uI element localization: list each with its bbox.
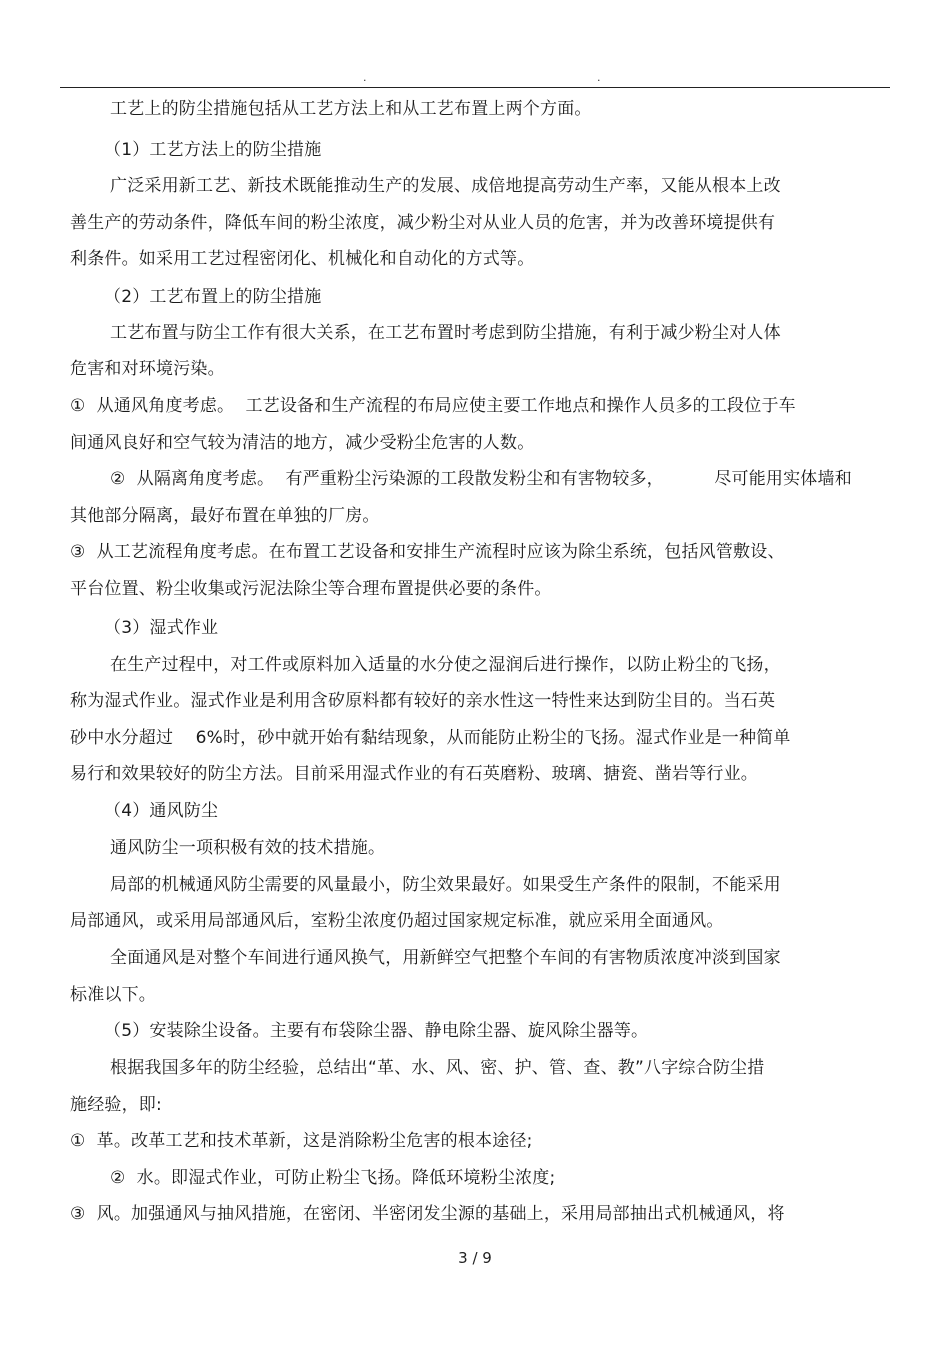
text-line: 平台位置、粉尘收集或污泥法除尘等合理布置提供必要的条件。 — [70, 579, 552, 599]
text-line: 间通风良好和空气较为清洁的地方，减少受粉尘危害的人数。 — [70, 433, 535, 453]
text-line: 工艺上的防尘措施包括从工艺方法上和从工艺布置上两个方面。 — [110, 99, 592, 119]
section-heading: （2）工艺布置上的防尘措施 — [104, 287, 322, 307]
text-line: 易行和效果较好的防尘方法。目前采用湿式作业的有石英磨粉、玻璃、搪瓷、凿岩等行业。 — [70, 764, 758, 784]
section-heading: （5）安装除尘设备。主要有布袋除尘器、静电除尘器、旋风除尘器等。 — [104, 1021, 649, 1041]
text-line: 局部的机械通风防尘需要的风量最小，防尘效果最好。如果受生产条件的限制，不能采用 — [110, 875, 781, 895]
page-number: 3 / 9 — [458, 1249, 492, 1267]
text-line: 通风防尘一项积极有效的技术措施。 — [110, 838, 386, 858]
text-line: 危害和对环境污染。 — [70, 359, 225, 379]
list-item: ① 革。改革工艺和技术革新，这是消除粉尘危害的根本途径; — [70, 1131, 533, 1151]
list-item: ① 从通风角度考虑。 工艺设备和生产流程的布局应使主要工作地点和操作人员多的工段位于车 — [70, 396, 796, 416]
list-item: ③ 风。加强通风与抽风措施，在密闭、半密闭发尘源的基础上，采用局部抽出式机械通风，将 — [70, 1204, 785, 1224]
text-line: 砂中水分超过 6%时，砂中就开始有黏结现象，从而能防止粉尘的飞扬。湿式作业是一种简单 — [70, 728, 791, 748]
text-line: 施经验，即: — [70, 1095, 162, 1115]
header-rule — [60, 87, 890, 88]
text-line: 局部通风，或采用局部通风后，室粉尘浓度仍超过国家规定标准，就应采用全面通风。 — [70, 911, 724, 931]
text-line: 根据我国多年的防尘经验，总结出“革、水、风、密、护、管、查、教”八字综合防尘措 — [110, 1058, 765, 1078]
section-heading: （1）工艺方法上的防尘措施 — [104, 140, 322, 160]
section-heading: （3）湿式作业 — [104, 618, 219, 638]
text-line: 称为湿式作业。湿式作业是利用含矽原料都有较好的亲水性这一特性来达到防尘目的。当石英 — [70, 691, 776, 711]
list-item: ③ 从工艺流程角度考虑。在布置工艺设备和安排生产流程时应该为除尘系统，包括风管敷设、 — [70, 542, 785, 562]
text-line: 利条件。如采用工艺过程密闭化、机械化和自动化的方式等。 — [70, 249, 535, 269]
header-mark-right: . — [597, 71, 601, 84]
section-heading: （4）通风防尘 — [104, 801, 219, 821]
text-line: 工艺布置与防尘工作有很大关系，在工艺布置时考虑到防尘措施，有利于减少粉尘对人体 — [110, 323, 781, 343]
list-item: ② 水。即湿式作业，可防止粉尘飞扬。降低环境粉尘浓度; — [110, 1168, 556, 1188]
text-line: 广泛采用新工艺、新技术既能推动生产的发展、成倍地提高劳动生产率，又能从根本上改 — [110, 176, 781, 196]
list-item: ② 从隔离角度考虑。 有严重粉尘污染源的工段散发粉尘和有害物较多， 尽可能用实体墙和 — [110, 469, 852, 489]
header-mark-left: . — [363, 71, 367, 84]
text-line: 善生产的劳动条件，降低车间的粉尘浓度，减少粉尘对从业人员的危害，并为改善环境提供有 — [70, 213, 776, 233]
text-line: 其他部分隔离，最好布置在单独的厂房。 — [70, 506, 380, 526]
text-line: 在生产过程中，对工件或原料加入适量的水分使之湿润后进行操作，以防止粉尘的飞扬， — [110, 655, 781, 675]
text-line: 标准以下。 — [70, 985, 156, 1005]
text-line: 全面通风是对整个车间进行通风换气，用新鲜空气把整个车间的有害物质浓度冲淡到国家 — [110, 948, 781, 968]
